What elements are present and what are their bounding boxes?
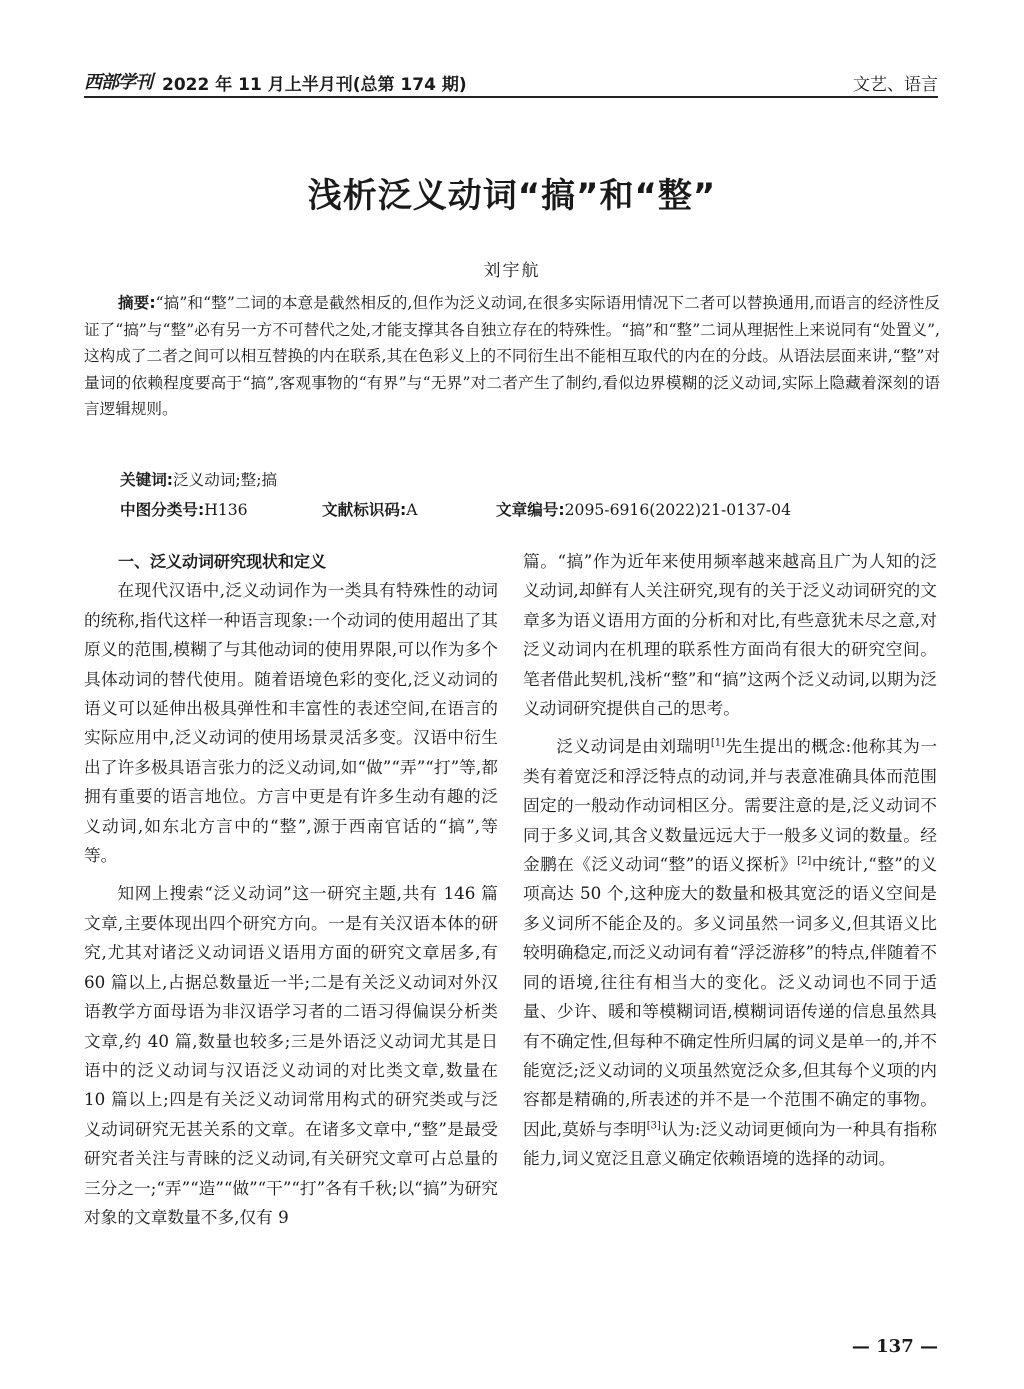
text-run: 认为:泛义动词更倾向为一种具有指称能力,词义宽泛且意义确定依赖语境的选择的动词。 xyxy=(523,1118,937,1169)
page-number: — 137 — xyxy=(851,1336,938,1357)
document-code xyxy=(322,498,417,520)
keywords-label: 关键词: xyxy=(120,471,174,489)
article-number-value: 2095-6916(2022)21-0137-04 xyxy=(564,501,792,519)
classification-label: 中图分类号: xyxy=(120,501,205,519)
text-run: 泛义动词是由刘瑞明 xyxy=(556,736,711,757)
citation[interactable]: [2] xyxy=(797,855,812,867)
text-run: 先生提出的概念:他称其为一类有着宽泛和浮泛特点的动词,并与表意准确具体而范围固定的一般动作动词相区分。需要注意的是,泛义动词不同于多义词,其含义数量远远大于一般多义词的数量。经金鹏在《泛义动词“整”的语义探析》 xyxy=(523,736,938,875)
citation[interactable]: [1] xyxy=(710,737,725,749)
author-name: 刘宇航 xyxy=(483,261,541,281)
abstract-text: “搞”和“整”二词的本意是截然相反的,但作为泛义动词,在很多实际语用情况下二者可以替换通用,而语言的经济性反证了“搞”与“整”必有另一方不可替代之处,才能支撑其各自独立存在的特殊性。“搞”和“整”二词从理据性上来说同有“处置义”,这构成了二者之间可以相互替换的内在联系,其在色彩义上的不同衍生出不能相互取代的内在的分歧。从语法层面来讲,“整”对量词的依赖程度要高于“搞”,客观事物的“有界”与“无界”对二者产生了制约,看似边界模糊的泛义动词,实际上隐藏着深刻的语言逻辑规则。 xyxy=(84,294,940,419)
body-column-left xyxy=(84,547,498,1232)
paragraph: 知网上搜索“泛义动词”这一研究主题,共有 146 篇文章,主要体现出四个研究方向。一是有关汉语本体的研究,尤其对诸泛义动词语义语用方面的研究文章居多,有 60 篇以上,占据总数量近一半;二是有关泛义动词对外汉语教学方面母语为非汉语学习者的二语习得偏误分析类文章,约 40 篇,数量也较多;三是外语泛义动词尤其是日语中的泛义动词与汉语泛义动词的对比类文章,数量在 10 篇以上;四是有关泛义动词常用构式的研究类或与泛义动词研究无甚关系的文章。在诸多文章中,“整”是最受研究者关注与青睐的泛义动词,有关研究文章可占总量的三分之一;“弄”“造”“做”“干”“打”各有千秋;以“搞”为研究对象的文章数量不多,仅有 9 xyxy=(84,883,498,1227)
paragraph: 在现代汉语中,泛义动词作为一类具有特殊性的动词的统称,指代这样一种语言现象:一个动词的使用超出了其原义的范围,模糊了与其他动词的使用界限,可以作为多个具体动词的替代使用。随着语境色彩的变化,泛义动词的语义可以延伸出极具弹性和丰富性的表述空间,在语言的实际应用中,泛义动词的使用场景灵活多变。汉语中衍生出了许多极具语言张力的泛义动词,如“做”“弄”“打”等,都拥有重要的语言地位。方言中更是有许多生动有趣的泛义动词,如东北方言中的“整”,源于西南官话的“搞”,等等。 xyxy=(84,580,498,866)
article-title: 浅析泛义动词“搞”和“整” xyxy=(307,176,717,216)
abstract xyxy=(84,290,940,423)
classification xyxy=(120,498,248,520)
article-number xyxy=(496,498,791,520)
text-run: 中统计,“整”的义项高达 50 个,这种庞大的数量和极其宽泛的语义空间是多义词所不能企及的。多义词虽然一词多义,但其语义比较明确稳定,而泛义动词有着“浮泛游移”的特点,伴随着不同的语境,往往有相当大的变化。泛义动词也不同于适量、少许、暖和等模糊词语,模糊词语传递的信息虽然具有不确定性,但每种不确定性所归属的词义是单一的,并不能宽泛;泛义动词的义项虽然宽泛众多,但其每个义项的内容都是精确的,所表述的并不是一个范围不确定的事物。因此,莫娇与李明 xyxy=(523,854,938,1139)
body-column-right xyxy=(523,547,937,1174)
keywords-text: 泛义动词;整;搞 xyxy=(173,471,278,489)
issue-info: 2022 年 11 月上半月刊(总第 174 期) xyxy=(162,75,467,95)
paragraph: 篇。“搞”作为近年来使用频率越来越高且广为人知的泛义动词,却鲜有人关注研究,现有的关于泛义动词研究的文章多为语义语用方面的分析和对比,有些意犹未尽之意,对泛义动词内在机理的联系性方面尚有很大的研究空间。笔者借此契机,浅析“整”和“搞”这两个泛义动词,以期为泛义动词研究提供自己的思考。 xyxy=(523,551,937,719)
section-heading: 一、泛义动词研究现状和定义 xyxy=(118,552,327,571)
document-code-label: 文献标识码: xyxy=(322,501,407,519)
section-name: 文艺、语言 xyxy=(853,75,938,95)
running-header xyxy=(84,60,938,98)
abstract-label: 摘要: xyxy=(118,294,156,312)
journal-logo: 西部学刊 xyxy=(84,72,152,93)
citation[interactable]: [3] xyxy=(646,1120,661,1132)
classification-value: H136 xyxy=(204,501,248,519)
document-code-value: A xyxy=(406,501,418,519)
article-number-label: 文章编号: xyxy=(496,501,565,519)
keywords xyxy=(120,468,277,490)
paragraph xyxy=(523,732,937,1173)
